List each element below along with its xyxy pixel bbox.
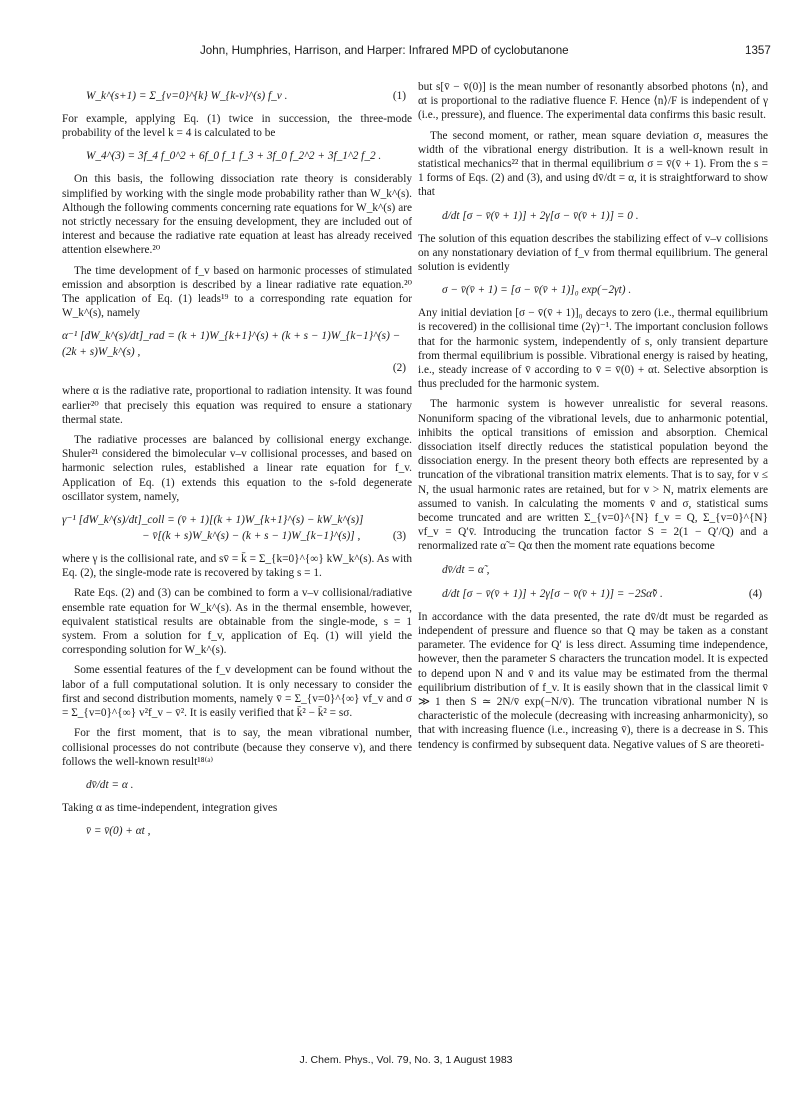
paragraph: Any initial deviation [σ − v̄(v̄ + 1)]₀ decays to zero (i.e., thermal equilibrium is recovered) in the collisional time (2γ)⁻¹. The important conclusion follows that for the harmonic system, independently of s, only transient departure from thermal equilibrium is possible. Vibrational energy is raised by heating, i.e., steady increase of v̄ according to v̄ = v̄(0) + αt. Selective absorption is thus precluded for the harmonic system. (418, 307, 768, 391)
equation-mean-solution-text: v̄ = v̄(0) + αt , (86, 825, 151, 838)
equation-renormalized-rate (418, 562, 768, 578)
running-header (0, 44, 812, 60)
paragraph: where γ is the collisional rate, and sv̄ = k̄ = Σ_{k=0}^{∞} kW_k^(s). As with Eq. (2), the single-mode rate is recovered by taking s = 1. (62, 553, 412, 580)
equation-mean-solution (62, 823, 412, 839)
paragraph: but s[v̄ − v̄(0)] is the mean number of resonantly absorbed photons ⟨n⟩, and αt is proportional to the radiative fluence F. Hence ⟨n⟩/F is independent of γ (i.e., pressure), and fluence. The experimental data confirms this basic result. (418, 81, 768, 122)
equation-4 (418, 586, 768, 602)
equation-mean-rate (62, 777, 412, 793)
paragraph: On this basis, the following dissociation rate theory is considerably simplified by working with the single mode probability rather than W_k^(s). Although the following comments concerning rate equations for W_k^(s) are not strictly necessary for the ensuing development, they are included out of interest and because the radiative rate equation at least has already received attention elsewhere.²⁰ (62, 173, 412, 257)
paragraph: For the first moment, that is to say, the mean vibrational number, collisional processes do not contribute (because they conserve v), and there follows the well-known result¹⁸⁽ᵃ⁾ (62, 727, 412, 768)
equation-1-number: (1) (392, 90, 406, 102)
equation-3-line-1: γ⁻¹ [dW_k^(s)/dt]_coll = (v̄ + 1)[(k + 1)W_{k+1}^(s) − kW_k^(s)] (62, 514, 364, 527)
equation-4-text: d/dt [σ − v̄(v̄ + 1)] + 2γ[σ − v̄(v̄ + 1)] = −2Sα̃v̄ . (442, 587, 663, 600)
paragraph: where α is the radiative rate, proportional to radiation intensity. It was found earlier²⁰ that precisely this equation was required to ensure a stationary thermal state. (62, 385, 412, 426)
equation-1 (62, 88, 412, 104)
paragraph: In accordance with the data presented, the rate dv̄/dt must be regarded as independent of pressure and fluence so that Q may be taken as a constant parameter. The evidence for Q′ is less direct. Assuming time independence, however, then the parameter S characters the truncation model. It is expected to depend upon N and v̄ and its value may be estimated from the thermal equilibrium distribution of f_v. It is easily shown that in the classical limit v̄ ≫ 1 then S ≃ 2N/v̄ exp(−N/v̄). The truncation vibrational number N is characteristic of the molecule (decreasing with increasing anharmonicity), so that with increasing fluence (i.e., increasing v̄), there is a decrease in S. This tendency is confirmed by subsequent data. Negative values of S are theoreti- (418, 610, 768, 751)
equation-2-text: α⁻¹ [dW_k^(s)/dt]_rad = (k + 1)W_{k+1}^(s) + (k + s − 1)W_{k−1}^(s) − (2k + s)W_k^(s) , (62, 330, 401, 359)
page-number: 1357 (745, 44, 771, 57)
equation-w4-text: W_4^(3) = 3f_4 f_0^2 + 6f_0 f_1 f_3 + 3f_0 f_2^2 + 3f_1^2 f_2 . (86, 150, 382, 163)
paragraph: The solution of this equation describes the stabilizing effect of v–v collisions on any nonstationary deviation of f_v from thermal equilibrium. The general solution is evidently (418, 232, 768, 274)
paragraph: The radiative processes are balanced by collisional energy exchange. Shuler²¹ considered the bimolecular v–v collisional processes, and based on harmonic selection rules, established a linear rate equation for f_v. Application of Eq. (1) extends this equation to the s-fold degenerate oscillator system, namely, (62, 434, 412, 503)
journal-footer: J. Chem. Phys., Vol. 79, No. 3, 1 August 1983 (299, 1054, 513, 1066)
equation-renormalized-rate-text: dv̄/dt = α̃ , (442, 563, 490, 576)
running-title: John, Humphries, Harrison, and Harper: Infrared MPD of cyclobutanone (200, 44, 569, 57)
equation-deviation-rate (418, 208, 768, 224)
equation-2 (62, 328, 412, 376)
equation-deviation-solution-text: σ − v̄(v̄ + 1) = [σ − v̄(v̄ + 1)]₀ exp(−2γt) . (442, 284, 632, 297)
paragraph: Rate Eqs. (2) and (3) can be combined to form a v–v collisional/radiative ensemble rate equation for W_k^(s). As in the thermal ensemble, however, equivalent statistical results are obtainable from the single-mode, s = 1 system. From a solution for f_v, application of Eq. (1) will yield the corresponding solution for W_k^(s). (62, 587, 412, 657)
equation-1-text: W_k^(s+1) = Σ_{v=0}^{k} W_{k-v}^(s) f_v . (86, 90, 288, 102)
paragraph: The harmonic system is however unrealistic for several reasons. Nonuniform spacing of the vibrational levels, due to anharmonic potential, inhibits the optical transitions of emission and absorption. Chemical dissociation itself directly reduces the statistical population beyond the dissociation energy. In the present theory both effects are represented by a truncation of the vibrational transition matrix elements. That is to say, for v ≤ N, the usual harmonic rates are retained, but for v > N, matrix elements are assumed to vanish. In calculating the moments v̄ and σ, statistical sums become truncated and are written Σ_{v=0}^{N} f_v = Q, Σ_{v=0}^{N} vf_v = Q′v̄. Introducing the truncation factor S = 2(1 − Q′/Q) and a renormalized rate α̃ = Qα then the moment rate equations become (418, 398, 768, 553)
equation-2-number: (2) (392, 362, 406, 375)
paragraph: Taking α as time-independent, integration gives (62, 801, 278, 814)
equation-deviation-solution (418, 282, 768, 298)
paragraph: The second moment, or rather, mean square deviation σ, measures the width of the vibrational energy distribution. It is a well-known result in statistical mechanics²² that in thermal equilibrium σ = v̄(v̄ + 1). From the s = 1 forms of Eqs. (2) and (3), and using dv̄/dt = α, it is straightforward to show that (418, 129, 768, 199)
equation-3-number: (3) (392, 530, 406, 543)
paragraph: The time development of f_v based on harmonic processes of stimulated emission and absorption is described by a linear radiative rate equation.²⁰ The application of Eq. (1) leads¹⁹ to a corresponding rate equation for W_k^(s), namely (62, 264, 412, 320)
equation-3-line-2-text: − v̄[(k + s)W_k^(s) − (k + s − 1)W_{k−1}^(s)] , (142, 530, 361, 543)
equation-w4 (62, 148, 412, 164)
equation-3-line-2 (62, 528, 412, 544)
equation-mean-rate-text: dv̄/dt = α . (86, 778, 134, 791)
paragraph: For example, applying Eq. (1) twice in succession, the three-mode probability of the level k = 4 is calculated to be (62, 113, 412, 140)
equation-3 (62, 512, 412, 544)
right-column (418, 80, 768, 758)
left-column (62, 80, 412, 847)
paragraph: Some essential features of the f_v development can be found without the labor of a full computational solution. It is only necessary to consider the first and second distribution moments, namely v̄ = Σ_{v=0}^{∞} vf_v and σ = Σ_{v=0}^{∞} v²f_v − v̄². It is easily verified that k̄² − k̄² = sσ. (62, 664, 412, 720)
equation-deviation-rate-text: d/dt [σ − v̄(v̄ + 1)] + 2γ[σ − v̄(v̄ + 1)] = 0 . (442, 209, 639, 222)
equation-4-number: (4) (748, 587, 762, 600)
